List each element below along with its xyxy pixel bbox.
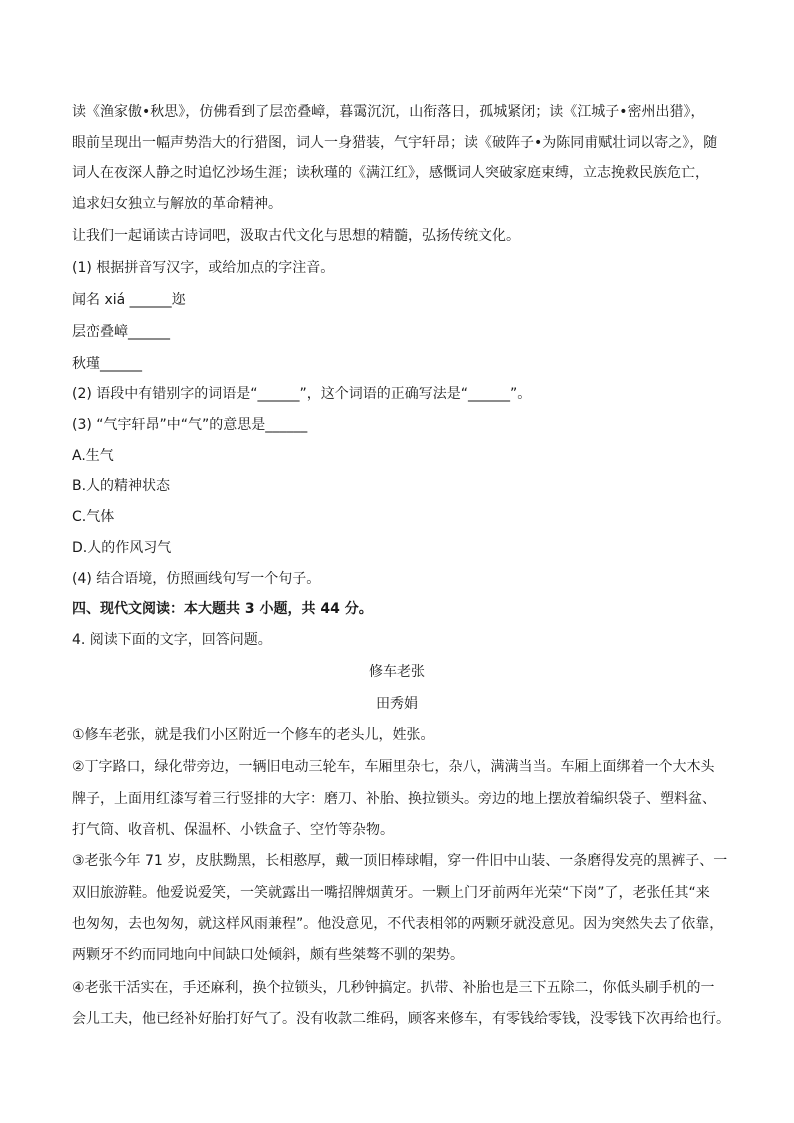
article-paragraph-line: 也匆匆，去也匆匆，就这样风雨兼程”。他没意见，不代表相邻的两颗牙就没意见。因为突然失去了依靠，	[72, 916, 724, 932]
article-title: 修车老张	[369, 664, 425, 680]
option-c: C.气体	[72, 509, 115, 525]
article-paragraph-line: ②丁字路口，绿化带旁边，一辆旧电动三轮车，车厢里杂七，杂八，满满当当。车厢上面绑着一个大木头	[72, 759, 715, 775]
task-instruction: 4. 阅读下面的文字，回答问题。	[72, 632, 272, 648]
option-d: D.人的作风习气	[72, 540, 172, 556]
question-1b: 层峦叠嶂______	[72, 324, 170, 340]
option-a: A.生气	[72, 448, 114, 464]
article-paragraph-line: ④老张干活实在，手还麻利，换个拉锁头，几秒钟搞定。扒带、补胎也是三下五除二，你低头刷手机的一	[72, 980, 715, 996]
intro-line: 词人在夜深人静之时追忆沙场生涯；读秋瑾的《满江红》，感慨词人突破家庭束缚，立志挽救民族危亡，	[72, 165, 709, 181]
question-3: (3) “气宇轩昂”中“气”的意思是______	[72, 417, 308, 433]
article-paragraph-line: 打气筒、收音机、保温杯、小铁盒子、空竹等杂物。	[72, 822, 394, 838]
question-2: (2) 语段中有错别字的词语是“______”，这个词语的正确写法是“______”。	[72, 386, 532, 402]
article-paragraph-line: 牌子，上面用红漆写着三行竖排的大字：磨刀、补胎、换拉锁头。旁边的地上摆放着编织袋子、塑料盆、	[72, 791, 716, 807]
intro-line: 眼前呈现出一幅声势浩大的行猎图，词人一身猎装，气宇轩昂；读《破阵子•为陈同甫赋壮词以寄之》，随	[72, 135, 718, 151]
intro-line: 让我们一起诵读古诗词吧，汲取古代文化与思想的精髓，弘扬传统文化。	[72, 228, 520, 244]
intro-line: 追求妇女独立与解放的革命精神。	[72, 196, 282, 212]
article-paragraph-line: ③老张今年 71 岁，皮肤黝黑，长相憨厚，戴一顶旧棒球帽，穿一件旧中山装、一条磨得发亮的黑裤子、一	[72, 853, 728, 869]
question-1c: 秋瑾______	[72, 356, 142, 372]
question-1: (1) 根据拼音写汉字，或给加点的字注音。	[72, 260, 335, 276]
article-paragraph-line: ①修车老张，就是我们小区附近一个修车的老头儿，姓张。	[72, 727, 435, 743]
article-paragraph-line: 双旧旅游鞋。他爱说爱笑，一笑就露出一嘴招牌烟黄牙。一颗上门牙前两年光荣“下岗”了，老张任其“来	[72, 885, 710, 901]
question-4: (4) 结合语境，仿照画线句写一个句子。	[72, 571, 321, 587]
article-author: 田秀娟	[376, 696, 418, 712]
intro-line: 读《渔家傲•秋思》，仿佛看到了层峦叠嶂，暮霭沉沉，山衔落日，孤城紧闭；读《江城子•密州出猎》，	[72, 104, 705, 120]
option-b: B.人的精神状态	[72, 478, 171, 494]
article-paragraph-line: 会儿工夫，他已经补好胎打好气了。没有收款二维码，顾客来修车，有零钱给零钱，没零钱下次再给也行。	[72, 1011, 730, 1027]
question-1a: 闻名 xiá ______迩	[72, 292, 186, 308]
section-heading: 四、现代文阅读：本大题共 3 小题，共 44 分。	[72, 601, 373, 617]
article-paragraph-line: 两颗牙不约而同地向中间缺口处倾斜，颇有些桀骜不驯的架势。	[72, 947, 464, 963]
